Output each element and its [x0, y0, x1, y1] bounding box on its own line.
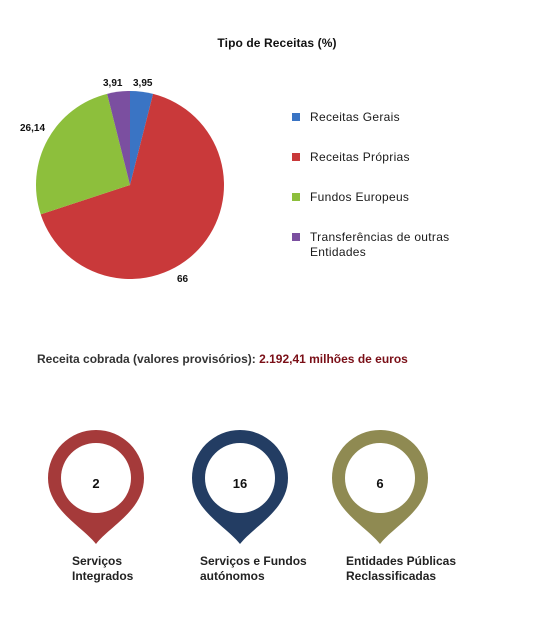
- pie-data-label: 3,95: [133, 78, 153, 89]
- legend-label: Fundos Europeus: [310, 190, 410, 204]
- pin-caption: Serviços Integrados: [72, 554, 134, 583]
- pin-caption: Entidades Públicas Reclassificadas: [346, 554, 457, 583]
- legend-label: Transferências de outras Entidades: [310, 230, 450, 259]
- legend-swatch-receitas-gerais: [292, 113, 300, 121]
- legend-label: Receitas Próprias: [310, 150, 410, 164]
- chart-title: Tipo de Receitas (%): [217, 36, 337, 50]
- pin-value: 16: [232, 476, 248, 491]
- legend-swatch-fundos-europeus: [292, 193, 300, 201]
- receita-value: 2.192,41 milhões de euros: [259, 352, 408, 366]
- pie-data-label: 26,14: [20, 123, 46, 134]
- pie-data-label: 3,91: [103, 78, 123, 89]
- legend-swatch-receitas-proprias: [292, 153, 300, 161]
- pin-value: 2: [92, 476, 100, 491]
- legend-label: Receitas Gerais: [310, 110, 400, 124]
- legend-swatch-transferencias: [292, 233, 300, 241]
- pin-value: 6: [376, 476, 384, 491]
- receita-label: Receita cobrada (valores provisórios):: [37, 352, 256, 366]
- receita-cobrada: [37, 352, 408, 366]
- pie-data-label: 66: [177, 274, 189, 285]
- pin-caption: Serviços e Fundos autónomos: [200, 554, 307, 583]
